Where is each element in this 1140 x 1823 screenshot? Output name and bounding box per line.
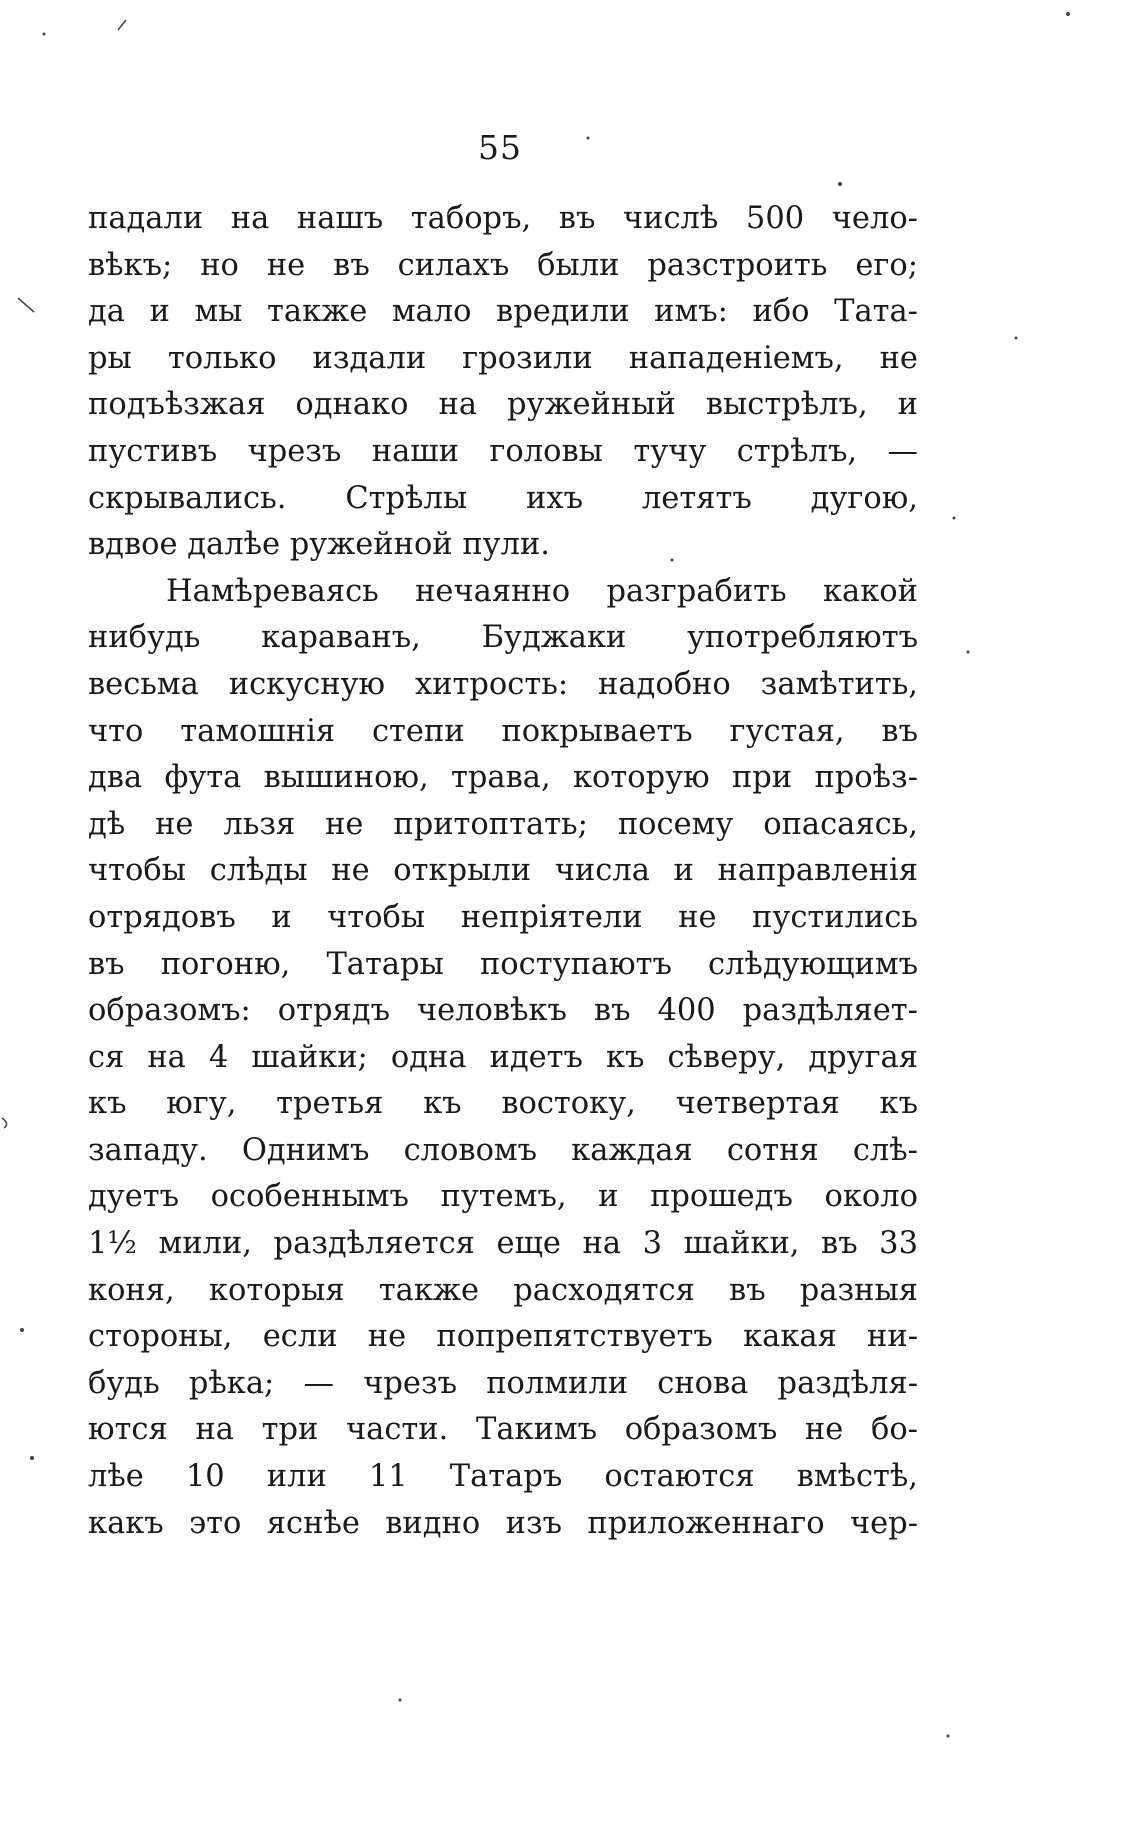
scan-mark — [118, 20, 126, 30]
text-line: пустивъ чрезъ наши головы тучу стрѣлъ, — — [88, 433, 918, 469]
scan-speck — [1015, 337, 1018, 340]
scan-speck — [838, 182, 842, 186]
scan-speck — [1066, 12, 1070, 16]
text-line: будь рѣка; — чрезъ полмили снова раздѣля- — [88, 1365, 918, 1401]
text-line: въ погоню, Татары поступаютъ слѣдующимъ — [88, 946, 918, 982]
scan-speck — [43, 33, 46, 36]
text-line: два фута вышиною, трава, которую при проѣз- — [88, 760, 918, 796]
scan-mark — [2, 1118, 7, 1128]
scan-mark — [18, 298, 34, 312]
text-line: ся на 4 шайки; одна идетъ къ сѣверу, другая — [88, 1039, 918, 1075]
text-line: ются на три части. Такимъ образомъ не бо- — [88, 1412, 918, 1448]
scan-speck — [953, 517, 956, 520]
text-line: коня, которыя также расходятся въ разныя — [88, 1272, 918, 1308]
scan-speck — [20, 1328, 24, 1332]
text-line: весьма искусную хитрость: надобно замѣтить, — [88, 666, 918, 702]
text-line: подъѣзжая однако на ружейный выстрѣлъ, и — [88, 387, 918, 423]
scan-speck — [30, 1456, 34, 1460]
text-line: къ югу, третья къ востоку, четвертая къ — [88, 1086, 918, 1122]
page-number: 55 — [478, 128, 522, 167]
text-line: скрывались. Стрѣлы ихъ летятъ дугою, — [88, 480, 918, 516]
text-line: нибудь караванъ, Буджаки употребляютъ — [88, 620, 918, 656]
scan-speck — [399, 1699, 402, 1702]
text-line: да и мы также мало вредили имъ: ибо Тата- — [88, 294, 918, 330]
text-line: 1½ мили, раздѣляется еще на 3 шайки, въ 33 — [88, 1226, 918, 1262]
text-line: ры только издали грозили нападеніемъ, не — [88, 340, 918, 376]
text-line: дѣ не льзя не притоптать; посему опасаясь, — [88, 806, 918, 842]
text-line: Намѣреваясь нечаянно разграбить какой — [166, 573, 918, 609]
text-line: чтобы слѣды не открыли числа и направленія — [88, 853, 918, 889]
text-line: что тамошнія степи покрываетъ густая, въ — [88, 713, 918, 749]
text-line: лѣе 10 или 11 Татаръ остаются вмѣстѣ, — [88, 1459, 918, 1495]
text-line: образомъ: отрядъ человѣкъ въ 400 раздѣляет- — [88, 993, 918, 1029]
text-line: падали на нашъ таборъ, въ числѣ 500 чело- — [88, 201, 918, 236]
text-line: какъ это яснѣе видно изъ приложеннаго чер- — [88, 1505, 918, 1541]
text-line: дуетъ особеннымъ путемъ, и прошедъ около — [88, 1179, 918, 1215]
scan-speck — [967, 651, 970, 654]
text-line: стороны, если не попрепятствуетъ какая ни- — [88, 1319, 918, 1355]
text-line: западу. Однимъ словомъ каждая сотня слѣ- — [88, 1132, 918, 1168]
text-line: вѣкъ; но не въ силахъ были разстроить его; — [88, 247, 918, 283]
scan-speck — [947, 1735, 950, 1738]
text-line: вдвое далѣе ружейной пули. — [88, 527, 550, 563]
body-text — [88, 196, 918, 1547]
text-line: отрядовъ и чтобы непріятели не пустились — [88, 899, 918, 935]
